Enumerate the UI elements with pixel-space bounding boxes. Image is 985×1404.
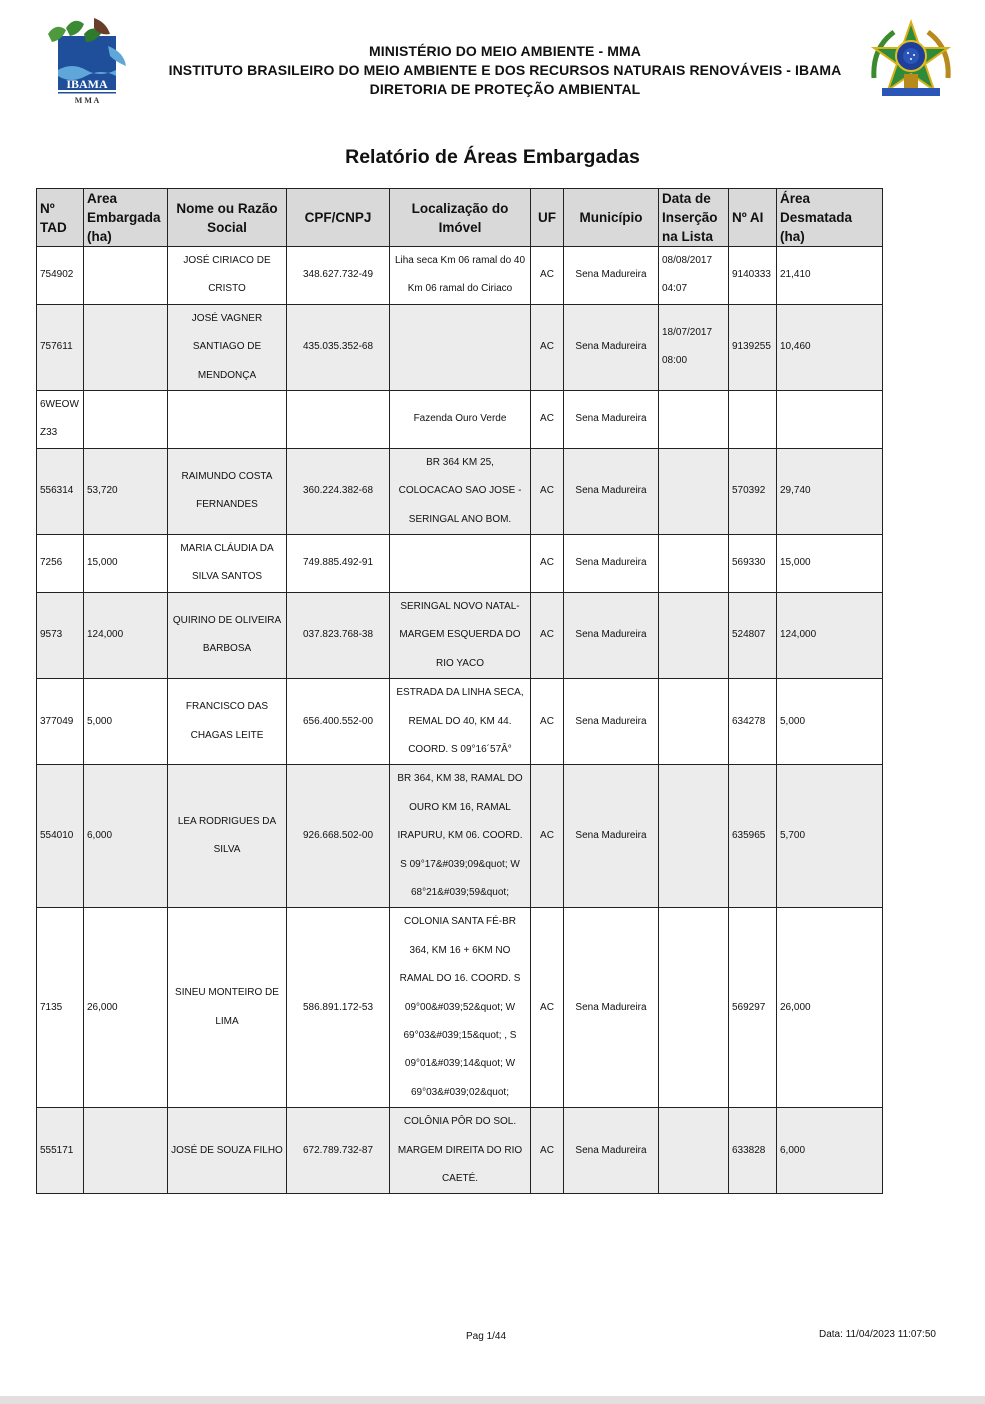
cell-data-insercao (659, 535, 729, 593)
cell-uf: AC (531, 765, 564, 908)
cell-localizacao: BR 364 KM 25, COLOCACAO SAO JOSE - SERINGAL ANO BOM. (390, 448, 531, 534)
table-header-row (37, 189, 883, 247)
cell-municipio: Sena Madureira (564, 765, 659, 908)
col-header-area-embargada: Area Embargada (ha) (84, 189, 168, 247)
cell-cpf: 926.668.502-00 (287, 765, 390, 908)
cell-localizacao (390, 535, 531, 593)
cell-desmatada: 6,000 (777, 1108, 883, 1194)
col-header-localizacao: Localização do Imóvel (390, 189, 531, 247)
cell-localizacao: SERINGAL NOVO NATAL-MARGEM ESQUERDA DO RIO YACO (390, 592, 531, 678)
cell-cpf (287, 391, 390, 449)
table-row (37, 908, 883, 1108)
cell-ai: 9140333 (729, 247, 777, 305)
col-header-nome: Nome ou Razão Social (168, 189, 287, 247)
col-header-data-insercao: Data de Inserção na Lista (659, 189, 729, 247)
cell-uf: AC (531, 448, 564, 534)
cell-data-insercao: 08/08/2017 04:07 (659, 247, 729, 305)
cell-tad: 9573 (37, 592, 84, 678)
cell-tad: 377049 (37, 679, 84, 765)
table-row (37, 1108, 883, 1194)
cell-municipio: Sena Madureira (564, 391, 659, 449)
cell-data-insercao (659, 1108, 729, 1194)
table-row (37, 448, 883, 534)
cell-desmatada: 21,410 (777, 247, 883, 305)
header-institute: INSTITUTO BRASILEIRO DO MEIO AMBIENTE E DOS RECURSOS NATURAIS RENOVÁVEIS - IBAMA (168, 62, 842, 78)
report-title: Relatório de Áreas Embargadas (345, 146, 640, 168)
cell-nome: JOSÉ DE SOUZA FILHO (168, 1108, 287, 1194)
header-directorate: DIRETORIA DE PROTEÇÃO AMBIENTAL (369, 81, 641, 97)
cell-area: 53,720 (84, 448, 168, 534)
cell-area (84, 1108, 168, 1194)
cell-desmatada (777, 391, 883, 449)
cell-localizacao: Liha seca Km 06 ramal do 40 Km 06 ramal do Ciriaco (390, 247, 531, 305)
embargoed-areas-table (36, 188, 883, 1194)
cell-cpf: 656.400.552-00 (287, 679, 390, 765)
cell-cpf: 586.891.172-53 (287, 908, 390, 1108)
page-bottom-edge (0, 1396, 985, 1404)
cell-cpf: 435.035.352-68 (287, 304, 390, 390)
cell-nome: LEA RODRIGUES DA SILVA (168, 765, 287, 908)
cell-area: 5,000 (84, 679, 168, 765)
document-header (130, 42, 880, 99)
cell-area: 124,000 (84, 592, 168, 678)
cell-ai: 9139255 (729, 304, 777, 390)
cell-uf: AC (531, 391, 564, 449)
cell-tad: 754902 (37, 247, 84, 305)
cell-area (84, 391, 168, 449)
cell-localizacao: BR 364, KM 38, RAMAL DO OURO KM 16, RAMAL IRAPURU, KM 06. COORD. S 09°17&#039;09&quot; W 68°21&#039;59&quot; (390, 765, 531, 908)
cell-desmatada: 5,700 (777, 765, 883, 908)
cell-data-insercao (659, 391, 729, 449)
cell-ai: 570392 (729, 448, 777, 534)
cell-nome: SINEU MONTEIRO DE LIMA (168, 908, 287, 1108)
mma-logo-text: M M A (74, 96, 100, 105)
col-header-uf: UF (531, 189, 564, 247)
cell-uf: AC (531, 908, 564, 1108)
cell-area: 15,000 (84, 535, 168, 593)
cell-tad: 554010 (37, 765, 84, 908)
cell-localizacao (390, 304, 531, 390)
cell-tad: 6WEOWZ33 (37, 391, 84, 449)
table-row (37, 304, 883, 390)
cell-ai: 524807 (729, 592, 777, 678)
table-row (37, 592, 883, 678)
cell-uf: AC (531, 304, 564, 390)
cell-area: 26,000 (84, 908, 168, 1108)
cell-area: 6,000 (84, 765, 168, 908)
cell-area (84, 247, 168, 305)
cell-desmatada: 5,000 (777, 679, 883, 765)
cell-tad: 556314 (37, 448, 84, 534)
cell-ai: 569297 (729, 908, 777, 1108)
table-row (37, 535, 883, 593)
cell-localizacao: ESTRADA DA LINHA SECA, REMAL DO 40, KM 44. COORD. S 09°16´57Â° (390, 679, 531, 765)
cell-municipio: Sena Madureira (564, 247, 659, 305)
cell-nome: FRANCISCO DAS CHAGAS LEITE (168, 679, 287, 765)
cell-uf: AC (531, 1108, 564, 1194)
cell-municipio: Sena Madureira (564, 908, 659, 1108)
cell-tad: 555171 (37, 1108, 84, 1194)
cell-tad: 7135 (37, 908, 84, 1108)
header-ministry: MINISTÉRIO DO MEIO AMBIENTE - MMA (369, 43, 641, 59)
table-row (37, 679, 883, 765)
cell-desmatada: 10,460 (777, 304, 883, 390)
table-row (37, 391, 883, 449)
cell-cpf: 348.627.732-49 (287, 247, 390, 305)
brazil-coat-of-arms-icon (868, 18, 954, 104)
cell-nome (168, 391, 287, 449)
cell-cpf: 037.823.768-38 (287, 592, 390, 678)
col-header-tad: Nº TAD (37, 189, 84, 247)
cell-municipio: Sena Madureira (564, 1108, 659, 1194)
col-header-cpf-cnpj: CPF/CNPJ (287, 189, 390, 247)
cell-tad: 7256 (37, 535, 84, 593)
cell-data-insercao (659, 679, 729, 765)
cell-cpf: 749.885.492-91 (287, 535, 390, 593)
cell-ai: 634278 (729, 679, 777, 765)
ibama-logo-text: IBAMA (66, 77, 108, 91)
cell-data-insercao (659, 592, 729, 678)
cell-ai: 633828 (729, 1108, 777, 1194)
cell-desmatada: 124,000 (777, 592, 883, 678)
cell-area (84, 304, 168, 390)
cell-data-insercao (659, 908, 729, 1108)
cell-desmatada: 15,000 (777, 535, 883, 593)
cell-cpf: 360.224.382-68 (287, 448, 390, 534)
cell-tad: 757611 (37, 304, 84, 390)
cell-uf: AC (531, 679, 564, 765)
cell-uf: AC (531, 592, 564, 678)
cell-data-insercao (659, 448, 729, 534)
cell-localizacao: Fazenda Ouro Verde (390, 391, 531, 449)
cell-nome: RAIMUNDO COSTA FERNANDES (168, 448, 287, 534)
cell-municipio: Sena Madureira (564, 592, 659, 678)
col-header-area-desmatada: Área Desmatada (ha) (777, 189, 883, 247)
cell-desmatada: 29,740 (777, 448, 883, 534)
table-row (37, 765, 883, 908)
cell-data-insercao (659, 765, 729, 908)
report-date: Data: 11/04/2023 11:07:50 (819, 1329, 936, 1340)
cell-desmatada: 26,000 (777, 908, 883, 1108)
cell-nome: QUIRINO DE OLIVEIRA BARBOSA (168, 592, 287, 678)
col-header-ai: Nº AI (729, 189, 777, 247)
cell-localizacao: COLONIA SANTA FÉ-BR 364, KM 16 + 6KM NO RAMAL DO 16. COORD. S 09°00&#039;52&quot; W 69°03&#039;15&quot; , S 09°01&#039;14&quot; W 69°03&#039;02&quot; (390, 908, 531, 1108)
cell-ai: 635965 (729, 765, 777, 908)
cell-ai: 569330 (729, 535, 777, 593)
cell-municipio: Sena Madureira (564, 304, 659, 390)
cell-uf: AC (531, 247, 564, 305)
cell-municipio: Sena Madureira (564, 679, 659, 765)
cell-municipio: Sena Madureira (564, 448, 659, 534)
col-header-municipio: Município (564, 189, 659, 247)
cell-data-insercao: 18/07/2017 08:00 (659, 304, 729, 390)
cell-cpf: 672.789.732-87 (287, 1108, 390, 1194)
cell-nome: MARIA CLÁUDIA DA SILVA SANTOS (168, 535, 287, 593)
table-row (37, 247, 883, 305)
cell-localizacao: COLÔNIA PÔR DO SOL. MARGEM DIREITA DO RIO CAETÉ. (390, 1108, 531, 1194)
cell-nome: JOSÉ VAGNER SANTIAGO DE MENDONÇA (168, 304, 287, 390)
cell-uf: AC (531, 535, 564, 593)
page-number: Pag 1/44 (466, 1331, 507, 1342)
cell-nome: JOSÉ CIRIACO DE CRISTO (168, 247, 287, 305)
cell-municipio: Sena Madureira (564, 535, 659, 593)
ibama-logo-icon (44, 16, 128, 108)
cell-ai (729, 391, 777, 449)
